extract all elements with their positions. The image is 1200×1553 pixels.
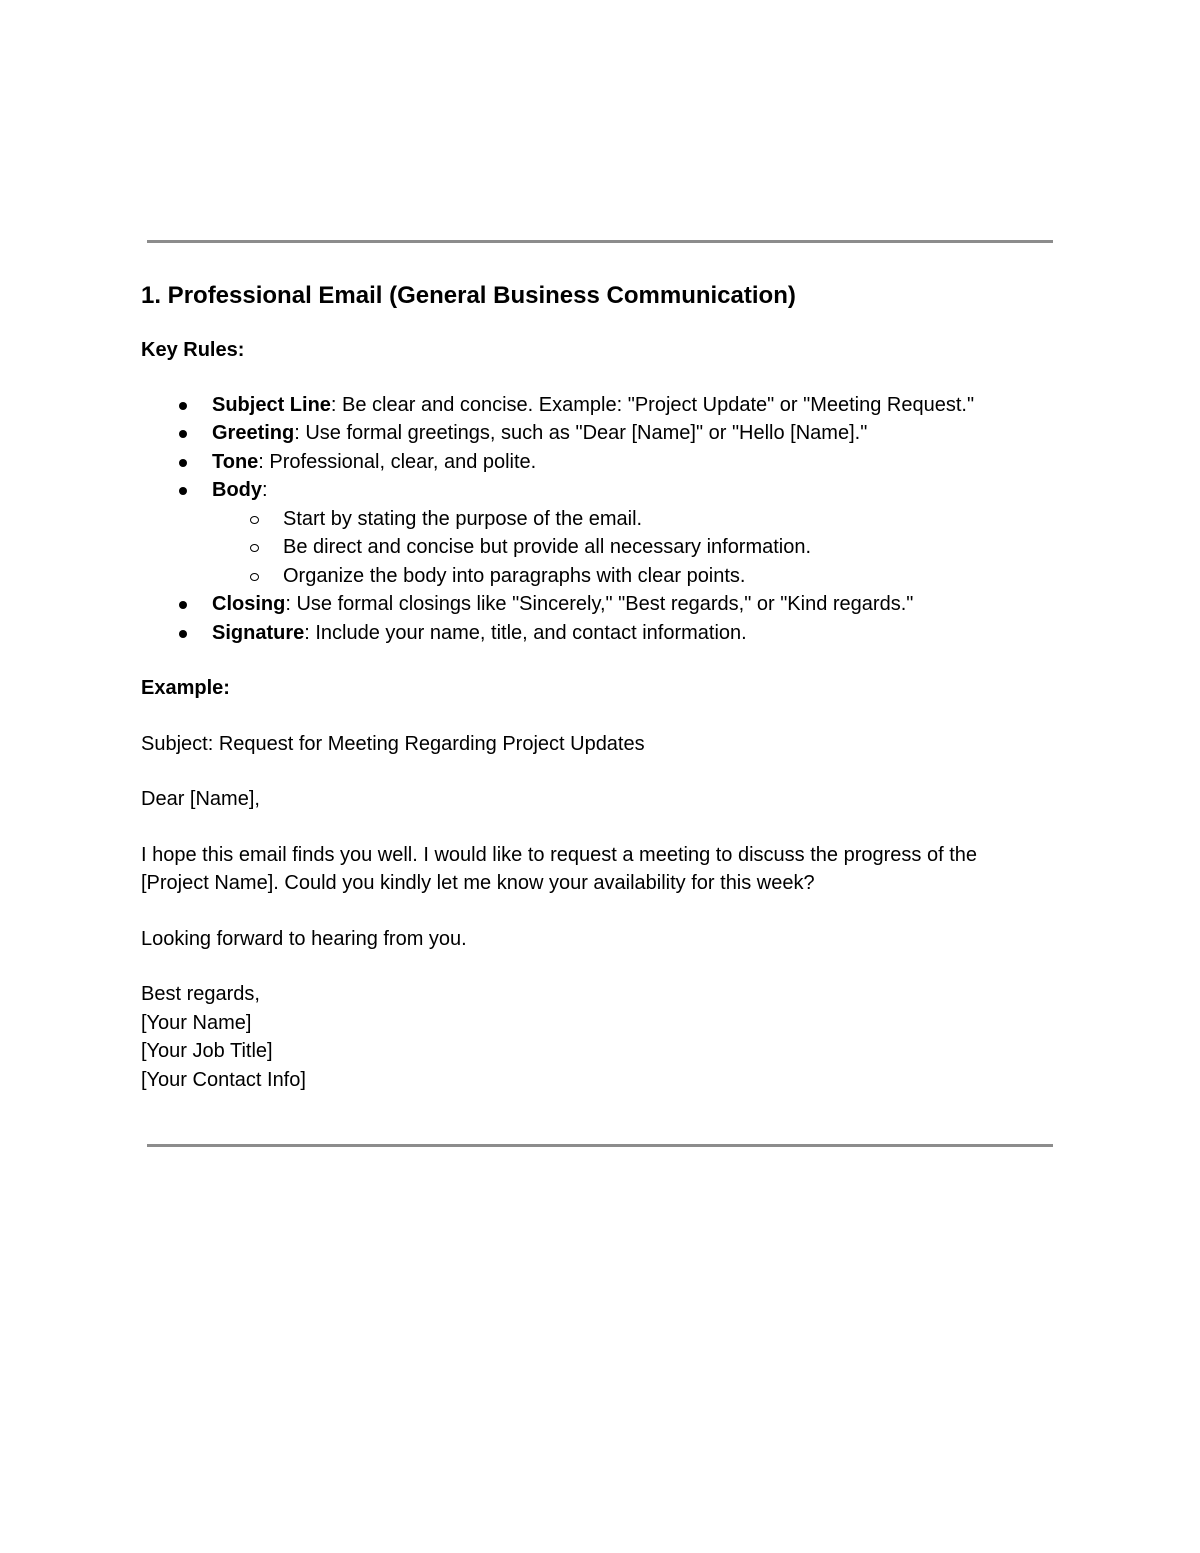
rule-term: Greeting — [212, 422, 295, 444]
document-content — [141, 280, 1061, 1094]
sub-list-item — [212, 505, 1061, 534]
example-closing-line: Looking forward to hearing from you. — [141, 927, 467, 950]
example-greeting: Dear [Name], — [141, 788, 260, 810]
example-signature-block — [141, 980, 1061, 1094]
list-item — [141, 448, 1061, 477]
example-paragraph-line: [Project Name]. Could you kindly let me know your availability for this week? — [141, 872, 815, 894]
bullet-icon — [179, 402, 187, 410]
rule-text: : — [262, 479, 268, 501]
rule-text: : Use formal greetings, such as "Dear [Name]" or "Hello [Name]." — [294, 422, 868, 444]
subpoint-text: Organize the body into paragraphs with clear points. — [283, 564, 746, 587]
subpoint-text: Be direct and concise but provide all necessary information. — [283, 536, 812, 558]
list-item — [141, 476, 1061, 590]
example-name: [Your Name] — [141, 1011, 252, 1034]
hollow-bullet-icon — [250, 573, 259, 581]
subpoint-text: Start by stating the purpose of the email. — [283, 507, 643, 530]
hollow-bullet-icon — [250, 544, 259, 552]
horizontal-rule-top — [147, 240, 1053, 243]
example-job-title: [Your Job Title] — [141, 1040, 273, 1062]
example-subject: Subject: Request for Meeting Regarding Project Updates — [141, 732, 645, 755]
example-signoff: Best regards, — [141, 983, 260, 1005]
rule-text: : Be clear and concise. Example: "Project Update" or "Meeting Request." — [330, 393, 975, 416]
rule-term: Closing — [212, 593, 286, 615]
rule-term: Tone — [212, 450, 259, 473]
bullet-icon — [179, 430, 187, 438]
list-item — [141, 391, 1061, 420]
key-rules-list — [141, 391, 1061, 648]
rule-text: : Use formal closings like "Sincerely," "Best regards," or "Kind regards." — [285, 593, 914, 615]
rule-text: : Include your name, title, and contact information. — [304, 621, 747, 644]
hollow-bullet-icon — [250, 516, 259, 524]
list-item — [141, 590, 1061, 619]
horizontal-rule-bottom — [147, 1144, 1053, 1147]
bullet-icon — [179, 601, 187, 609]
example-paragraph — [141, 841, 1061, 898]
example-contact: [Your Contact Info] — [141, 1068, 306, 1091]
section-title: 1. Professional Email (General Business Communication) — [141, 282, 796, 309]
body-subpoints-list — [212, 505, 1061, 591]
example-label: Example: — [141, 677, 230, 699]
bullet-icon — [179, 459, 187, 467]
list-item — [141, 419, 1061, 448]
rule-term: Signature — [212, 621, 305, 644]
example-paragraph-line: I hope this email finds you well. I would like to request a meeting to discuss the progress of the — [141, 843, 977, 866]
sub-list-item — [212, 533, 1061, 562]
key-rules-label: Key Rules: — [141, 339, 245, 361]
rule-term: Body — [212, 479, 262, 501]
rule-term: Subject Line — [212, 393, 331, 416]
sub-list-item — [212, 562, 1061, 591]
list-item — [141, 619, 1061, 648]
rule-text: : Professional, clear, and polite. — [258, 450, 537, 473]
bullet-icon — [179, 487, 187, 495]
bullet-icon — [179, 630, 187, 638]
